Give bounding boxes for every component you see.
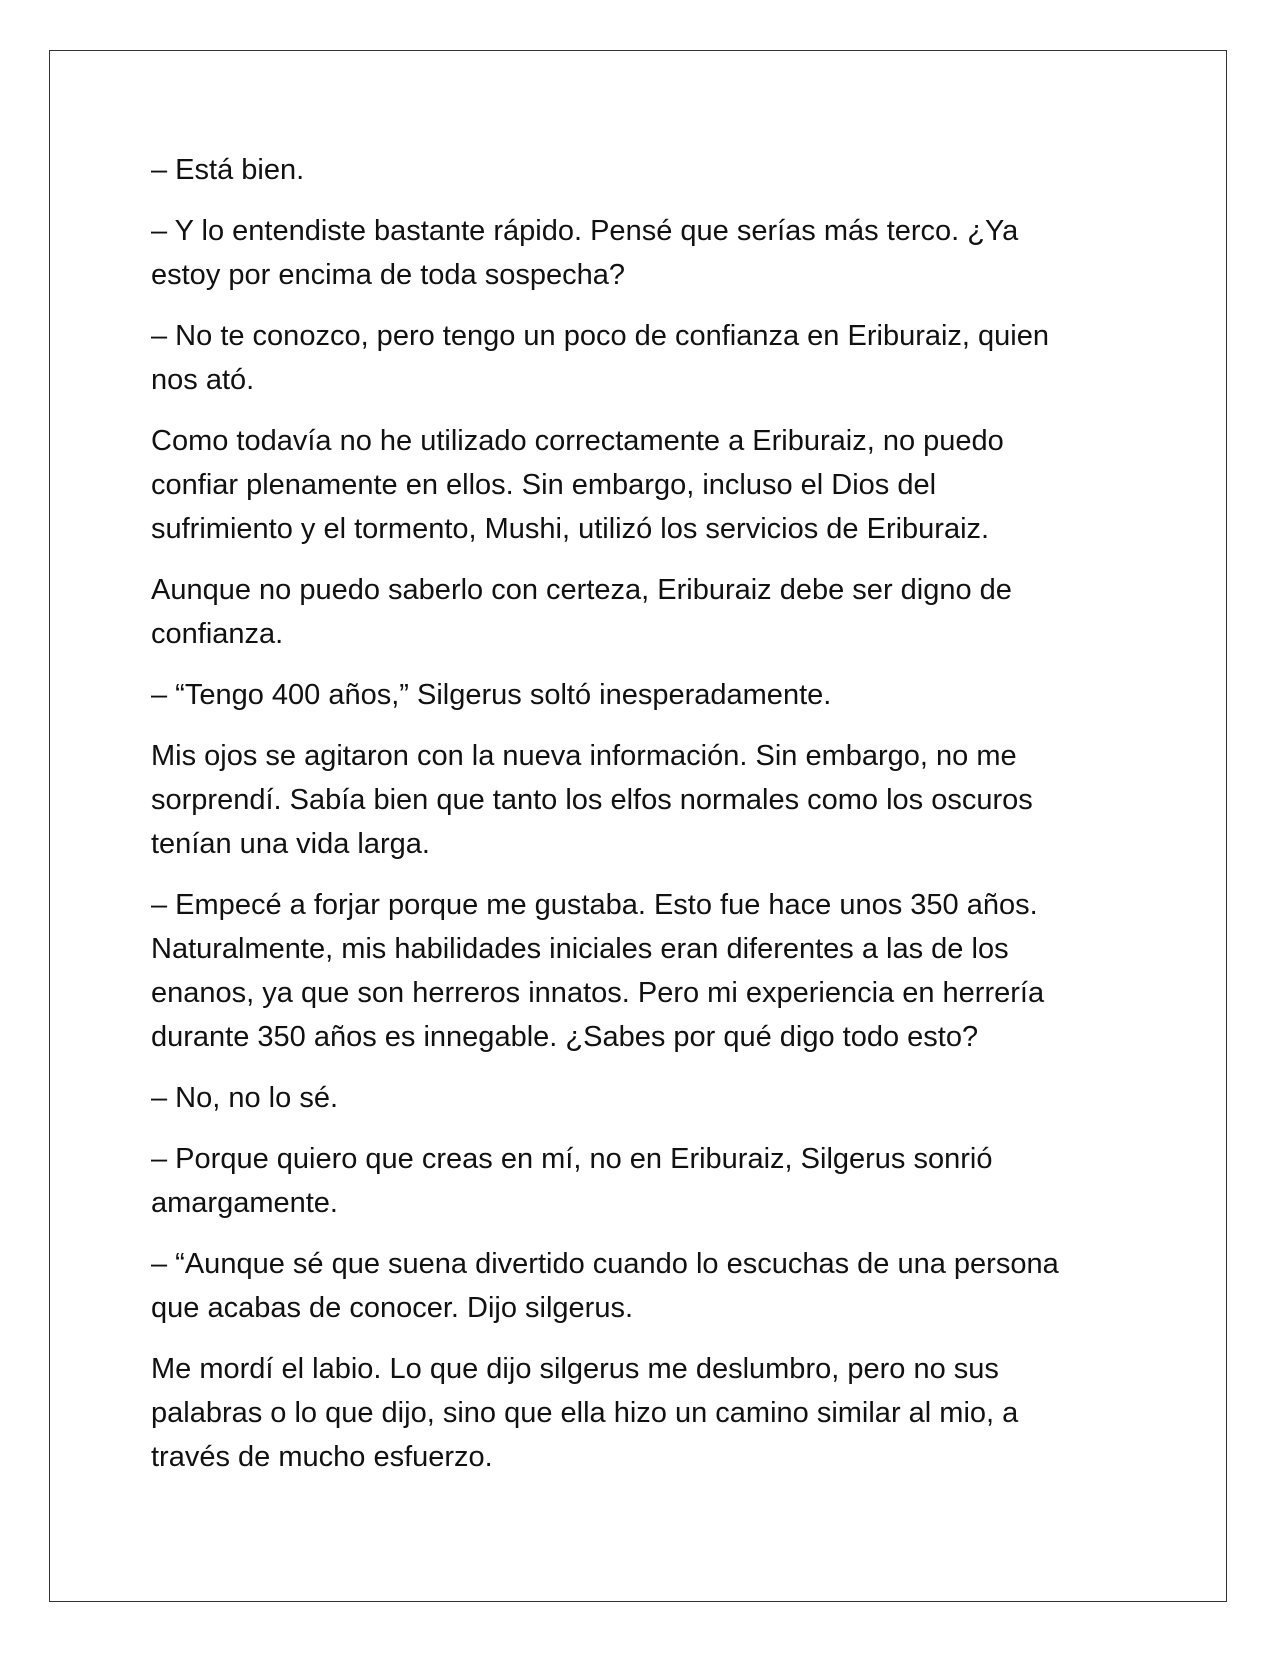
paragraph-6: – “Tengo 400 años,” Silgerus soltó inesperadamente. <box>151 679 832 711</box>
paragraph-7: Mis ojos se agitaron con la nueva información. Sin embargo, no me sorprendí. Sabía bien que tanto los elfos normales como los oscuros tenían una vida larga. <box>151 740 1033 860</box>
paragraph-9: – No, no lo sé. <box>151 1082 338 1114</box>
paragraph-5: Aunque no puedo saberlo con certeza, Eriburaiz debe ser digno de confianza. <box>151 574 1012 650</box>
paragraph-10: – Porque quiero que creas en mí, no en Eriburaiz, Silgerus sonrió amargamente. <box>151 1143 993 1219</box>
paragraph-4: Como todavía no he utilizado correctamente a Eriburaiz, no puedo confiar plenamente en ellos. Sin embargo, incluso el Dios del sufrimiento y el tormento, Mushi, utilizó los servicios de Eriburaiz. <box>151 425 1004 545</box>
paragraph-11: – “Aunque sé que suena divertido cuando lo escuchas de una persona que acabas de conocer. Dijo silgerus. <box>151 1248 1059 1324</box>
paragraph-8: – Empecé a forjar porque me gustaba. Esto fue hace unos 350 años. Naturalmente, mis habilidades iniciales eran diferentes a las de los enanos, ya que son herreros innatos. Pero mi experiencia en herrería durante 350 años es innegable. ¿Sabes por qué digo todo esto? <box>151 889 1045 1053</box>
paragraph-2: – Y lo entendiste bastante rápido. Pensé que serías más terco. ¿Ya estoy por encima de toda sospecha? <box>151 215 1019 291</box>
document-body <box>151 148 1111 1496</box>
paragraph-1: – Está bien. <box>151 154 305 186</box>
paragraph-12: Me mordí el labio. Lo que dijo silgerus me deslumbro, pero no sus palabras o lo que dijo, sino que ella hizo un camino similar al mio, a través de mucho esfuerzo. <box>151 1353 1019 1473</box>
paragraph-3: – No te conozco, pero tengo un poco de confianza en Eriburaiz, quien nos ató. <box>151 320 1049 396</box>
